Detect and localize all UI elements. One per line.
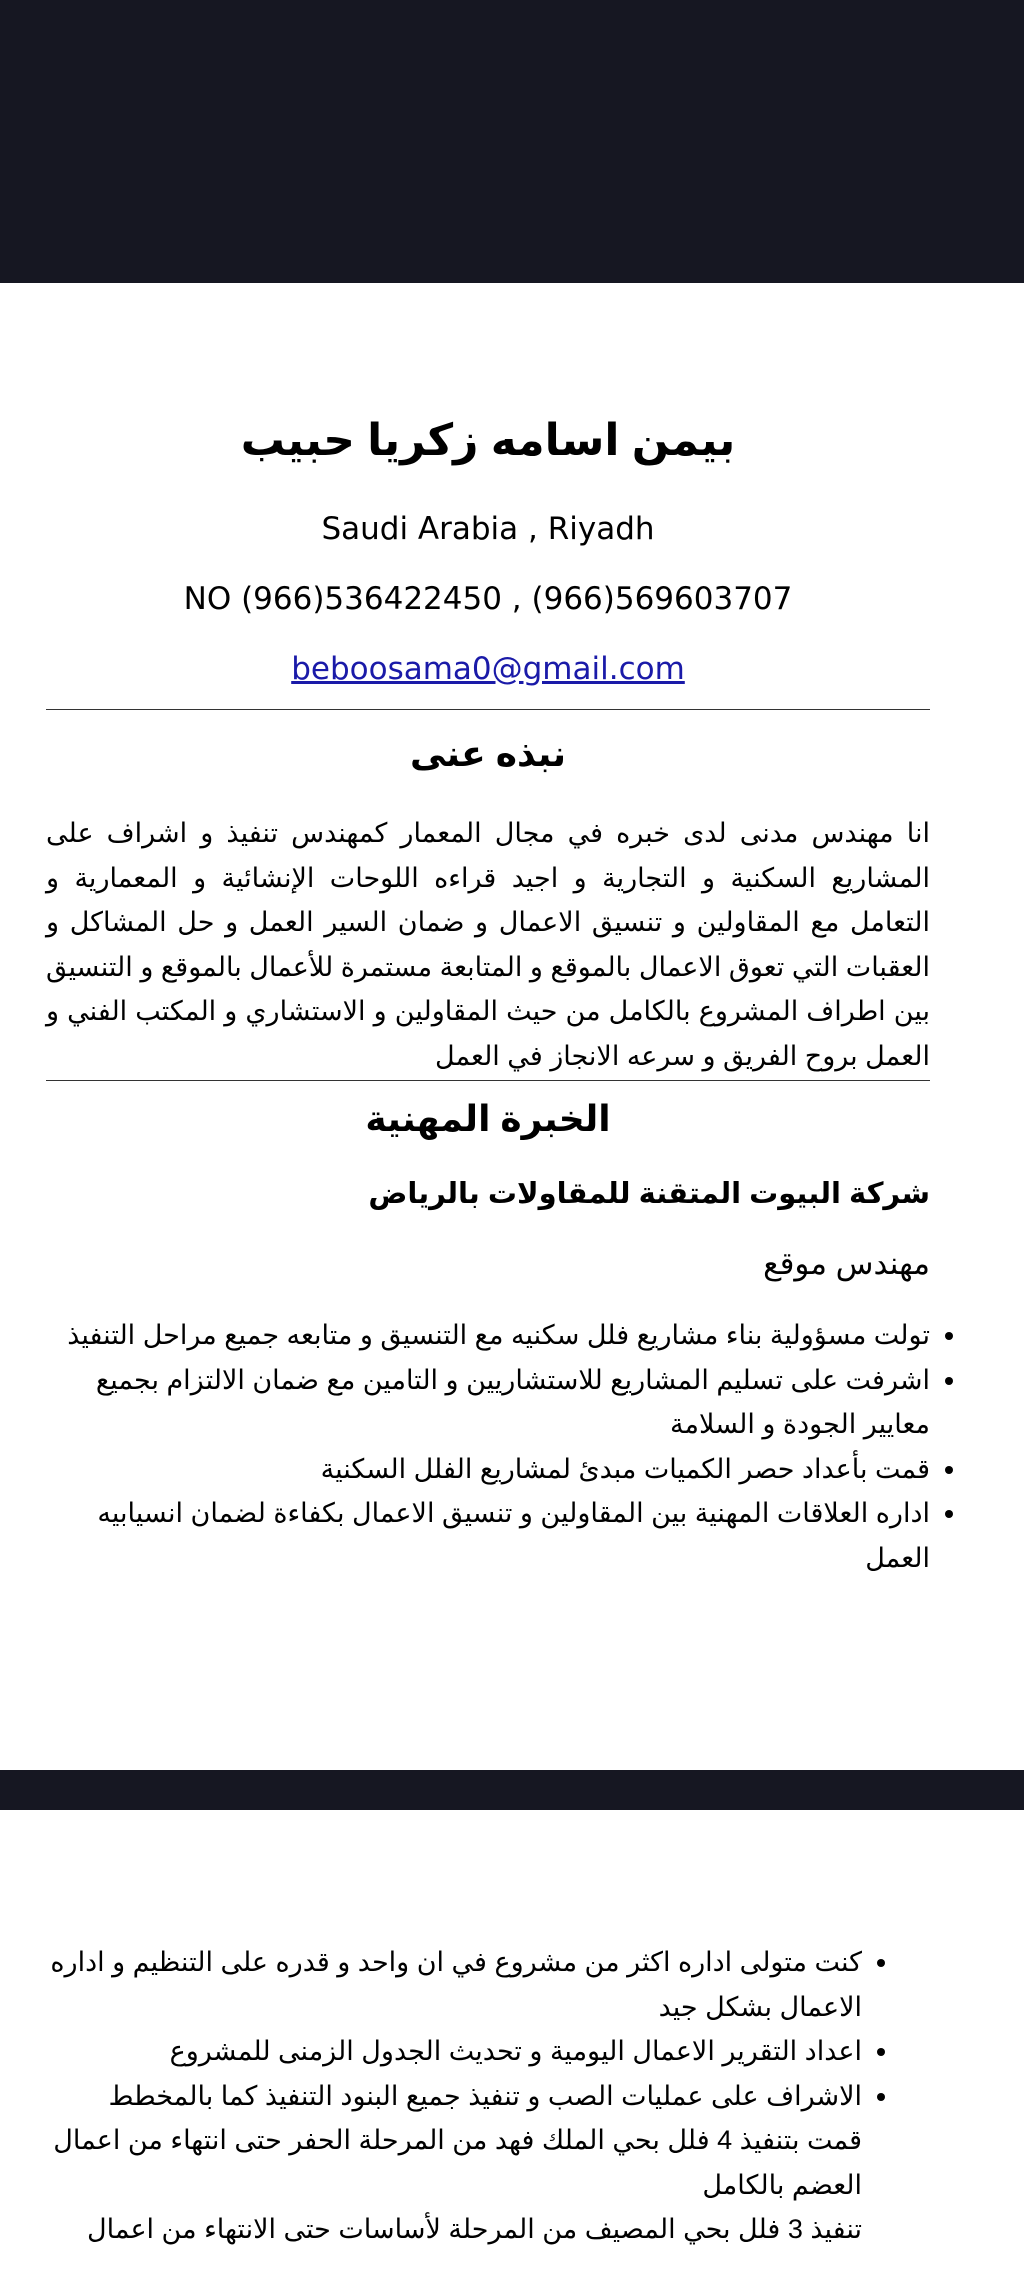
page2-content bbox=[46, 1940, 930, 2252]
divider bbox=[46, 1080, 930, 1081]
page-separator-band bbox=[0, 1770, 1024, 1810]
resume-page-1 bbox=[46, 283, 930, 1770]
location: Saudi Arabia , Riyadh bbox=[321, 511, 655, 547]
list-item: • كنت متولى اداره اكثر من مشروع في ان واحد و قدره على التنظيم و اداره الاعمال بشكل جيد bbox=[46, 1940, 862, 2029]
email-link[interactable]: beboosama0@gmail.com bbox=[291, 651, 685, 687]
list-item: • اشرفت على تسليم المشاريع للاستشاريين و التامين مع ضمان الالتزام بجميع معايير الجودة و السلامة bbox=[46, 1358, 930, 1447]
company-name: شركة البيوت المتقنة للمقاولات بالرياض bbox=[368, 1178, 930, 1210]
job-title: مهندس موقع bbox=[763, 1246, 930, 1281]
resume-page-2 bbox=[46, 1810, 930, 2275]
about-title: نبذه عنى bbox=[410, 733, 566, 774]
list-item: • اداره العلاقات المهنية بين المقاولين و تنسيق الاعمال بكفاءة لضمان انسيابيه العمل bbox=[46, 1491, 930, 1580]
experience-title: الخبرة المهنية bbox=[365, 1098, 611, 1139]
list-item: • اعداد التقرير الاعمال اليومية و تحديث الجدول الزمنى للمشروع bbox=[46, 2029, 862, 2074]
responsibilities-list bbox=[46, 1313, 998, 1580]
about-text: انا مهندس مدنى لدى خبره في مجال المعمار كمهندس تنفيذ و اشراف على المشاريع السكنية و التجارية و اجيد قراءه اللوحات الإنشائية و المعمارية و التعامل مع المقاولين و تنسيق الاعمال و ضمان السير العمل و حل المشاكل و العقبات التي تعوق الاعمال بالموقع و المتابعة مستمرة للأعمال بالموقع و التنسيق بين اطراف المشروع بالكامل من حيث المقاولين و الاستشاري و المكتب الفني و العمل بروح الفريق و سرعه الانجاز في العمل bbox=[46, 818, 930, 1071]
responsibilities-list-continued bbox=[46, 1940, 930, 2118]
candidate-name: بيمن اسامه زكريا حبيب bbox=[240, 416, 736, 465]
project-line: تنفيذ 3 فلل بحي المصيف من المرحلة لأساسات حتى الانتهاء من اعمال bbox=[86, 2214, 862, 2244]
project-line: قمت بتنفيذ 4 فلل بحي الملك فهد من المرحلة الحفر حتى انتهاء من اعمال العضم بالكامل bbox=[53, 2125, 862, 2200]
list-item: • تولت مسؤولية بناء مشاريع فلل سكنيه مع التنسيق و متابعه جميع مراحل التنفيذ bbox=[46, 1313, 930, 1358]
list-item: • الاشراف على عمليات الصب و تنفيذ جميع البنود التنفيذ كما بالمخطط bbox=[46, 2074, 862, 2119]
divider bbox=[46, 709, 930, 710]
list-item: • قمت بأعداد حصر الكميات مبدئ لمشاريع الفلل السكنية bbox=[46, 1447, 930, 1492]
top-dark-band bbox=[0, 0, 1024, 283]
phone-numbers: NO (966)536422450 , (966)569603707 bbox=[183, 581, 793, 617]
